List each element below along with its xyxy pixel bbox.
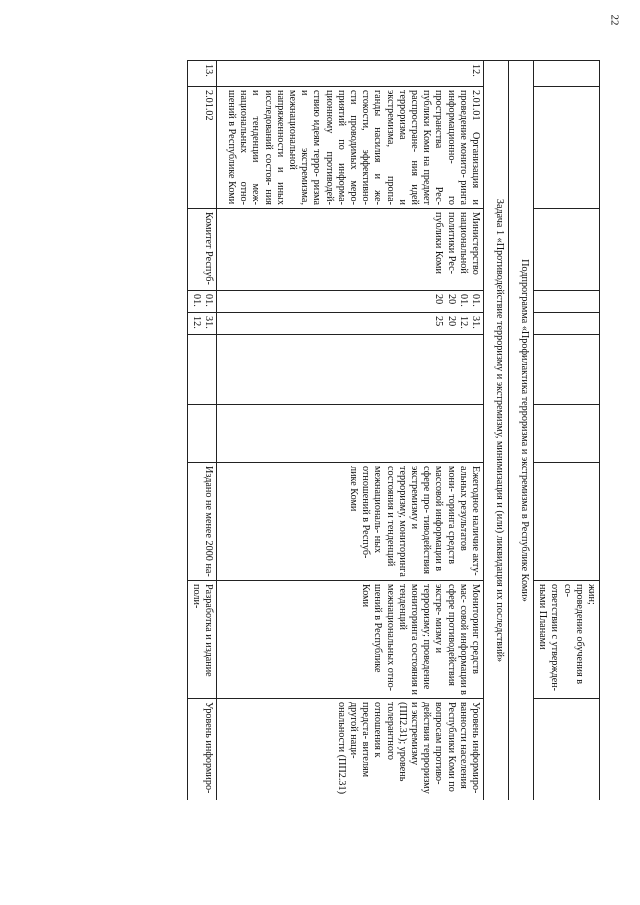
- task-row: [483, 61, 508, 801]
- table-row: [216, 61, 483, 801]
- measure-name: 2.01.02: [187, 87, 216, 209]
- responsible-executor: Министерство национальной политики Рес- публики Коми: [216, 209, 483, 291]
- start-date: 01.01. 2020: [216, 291, 483, 313]
- end-date: 31.12. 2025: [216, 313, 483, 335]
- rotated-table-container: [80, 60, 600, 800]
- table-cell: [533, 335, 599, 405]
- task-title: Задача 1 «Противодействие терроризму и экстремизму, минимизация и (или) ликвидация их последствий»: [483, 61, 508, 801]
- table-cell: [533, 313, 599, 335]
- row-number: 12.: [216, 61, 483, 87]
- table-cell: [533, 463, 599, 581]
- start-date: 01.01.: [187, 291, 216, 313]
- table-cell: [533, 699, 599, 801]
- program-table: [187, 60, 600, 800]
- measure-name: 2.01.01 Организация и проведение монито- ринга информационно- го пространства Рес- публики Коми на предмет распростране- ния идей терроризма и экстремизма, пропа- ганды насилия и же- стокости, эффективно- сти проводимых меро- приятий по информа- ционному противодей- ствию идеям терро- ризма и экстремизма, межнациональной напряженности и иных исследований состоя- ния и тенденции меж- национальных отно- шений в Республике Коми: [216, 87, 483, 209]
- table-cell: [216, 335, 483, 405]
- table-row: [187, 61, 216, 801]
- table-row-previous: [533, 61, 599, 801]
- table-cell: [533, 291, 599, 313]
- indicators: Уровень информиро-: [187, 699, 216, 801]
- implementation-measures: Мониторинг средств мас- совой информации в сфере противодействия экстре- мизму и терроризму; проведение мониторинга состояния и тенденций межнациональных отно- шений в Республике Коми: [216, 581, 483, 699]
- expected-result: Ежегодное наличие акту- альных результатов мони- торинга средств массовой информации в сфере про- тиводействия экстремизму и терроризму, мониторинга состояния и тенденций межнациональ- ных отношений в Респуб- лике Коми: [216, 463, 483, 581]
- subprogram-row: [508, 61, 533, 801]
- table-cell-prev-measures: жин; проведение обучения в со- ответствии с утвержден- ными Планами: [533, 581, 599, 699]
- end-date: 31.12.: [187, 313, 216, 335]
- document-frame: [80, 60, 600, 800]
- responsible-executor: Комитет Респуб-: [187, 209, 216, 291]
- table-cell: [533, 61, 599, 87]
- table-cell: [187, 405, 216, 463]
- implementation-measures: Разработка и издание поли-: [187, 581, 216, 699]
- expected-result: Издано не менее 2000 на-: [187, 463, 216, 581]
- row-number: 13.: [187, 61, 216, 87]
- table-cell: [187, 335, 216, 405]
- indicators: Уровень информиро- ванности населения Республики Коми по вопросам противо- действия терроризму и экстремизму (ПП2.31); уровень толерантного отношения к предста- вителям другой наци- ональности (ПП2.31): [216, 699, 483, 801]
- subprogram-title: Подпрограмма «Профилактика терроризма и экстремизма в Республике Коми»: [508, 61, 533, 801]
- table-cell: [533, 405, 599, 463]
- page-number: 22: [608, 14, 621, 26]
- table-cell: [216, 405, 483, 463]
- table-cell: [533, 209, 599, 291]
- table-cell: [533, 87, 599, 209]
